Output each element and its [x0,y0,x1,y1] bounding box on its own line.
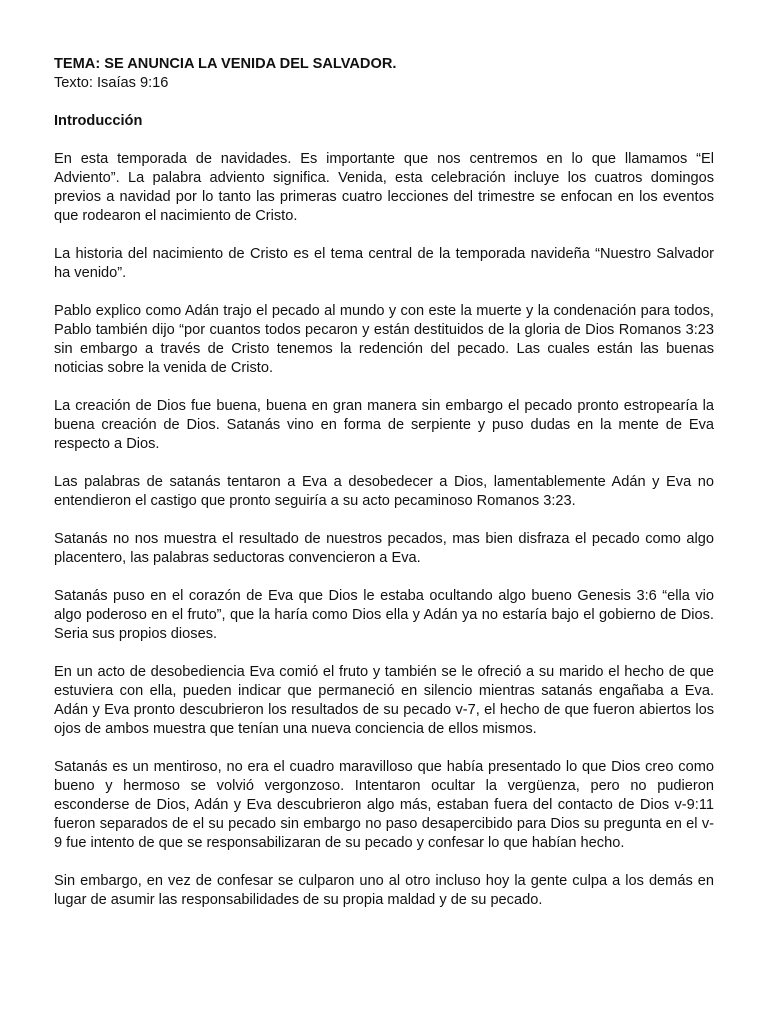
paragraph: Pablo explico como Adán trajo el pecado al mundo y con este la muerte y la condenación para todos, Pablo también dijo “por cuantos todos pecaron y están destituidos de la gloria de Dios Romanos 3:23 sin embargo a través de Cristo tenemos la redención del pecado. Las cuales están las buenas noticias sobre la venida de Cristo. [54,303,714,376]
paragraph: Satanás no nos muestra el resultado de nuestros pecados, mas bien disfraza el pecado como algo placentero, las palabras seductoras convencieron a Eva. [54,531,714,566]
paragraph: Satanás es un mentiroso, no era el cuadro maravilloso que había presentado lo que Dios creo como bueno y hermoso se volvió vergonzoso. Intentaron ocultar la vergüenza, pero no pudieron esconderse de Dios, Adán y Eva descubrieron algo más, estaban fuera del contacto de Dios v-9:11 fueron separados de el su pecado sin embargo no paso desapercibido para Dios su pregunta en el v-9 fue intento de que se responsabilizaran de su pecado y confesar lo que habían hecho. [54,759,714,851]
document-page [54,55,714,929]
paragraph: Sin embargo, en vez de confesar se culparon uno al otro incluso hoy la gente culpa a los demás en lugar de asumir las responsabilidades de su propia maldad y de su pecado. [54,873,714,908]
paragraph: La creación de Dios fue buena, buena en gran manera sin embargo el pecado pronto estropearía la buena creación de Dios. Satanás vino en forma de serpiente y puso dudas en la mente de Eva respecto a Dios. [54,398,714,452]
paragraph: En un acto de desobediencia Eva comió el fruto y también se le ofreció a su marido el hecho de que estuviera con ella, pueden indicar que permaneció en silencio mientras satanás engañaba a Eva. Adán y Eva pronto descubrieron los resultados de su pecado v-7, el hecho de que fueron abiertos los ojos de ambos muestra que tenían una nueva conciencia de ellos mismos. [54,664,714,737]
paragraph: En esta temporada de navidades. Es importante que nos centremos en lo que llamamos “El Adviento”. La palabra adviento significa. Venida, esta celebración incluye los cuatros domingos previos a navidad por lo tanto las primeras cuatro lecciones del trimestre se enfocan en los eventos que rodearon el nacimiento de Cristo. [54,151,714,224]
paragraph: Satanás puso en el corazón de Eva que Dios le estaba ocultando algo bueno Genesis 3:6 “ella vio algo poderoso en el fruto”, que la haría como Dios ella y Adán ya no estaría bajo el gobierno de Dios. Seria sus propios dioses. [54,588,714,642]
document-title: TEMA: SE ANUNCIA LA VENIDA DEL SALVADOR. [54,56,397,72]
scripture-reference: Texto: Isaías 9:16 [54,75,169,91]
section-heading: Introducción [54,113,143,129]
paragraph: La historia del nacimiento de Cristo es el tema central de la temporada navideña “Nuestro Salvador ha venido”. [54,246,714,281]
paragraph: Las palabras de satanás tentaron a Eva a desobedecer a Dios, lamentablemente Adán y Eva no entendieron el castigo que pronto seguiría a su acto pecaminoso Romanos 3:23. [54,474,714,509]
